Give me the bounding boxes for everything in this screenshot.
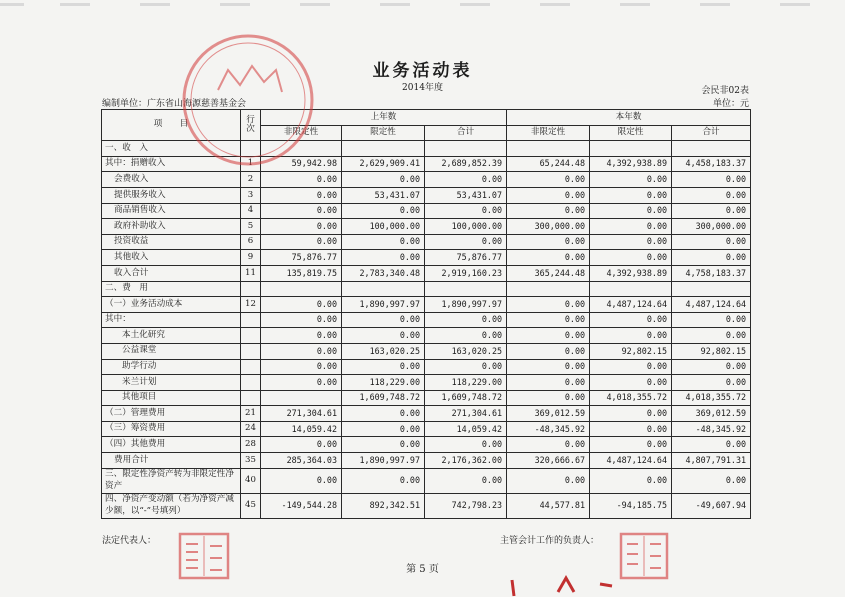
cell-p-res: 0.00 <box>342 406 425 422</box>
cell-c-res: 92,802.15 <box>590 343 672 359</box>
cell-c-res: 0.00 <box>590 437 672 453</box>
page-title: 业务活动表 <box>372 61 473 81</box>
cell-c-res: 4,487,124.64 <box>590 453 672 469</box>
cell-c-total: -48,345.92 <box>672 421 751 437</box>
cell-c-total: 0.00 <box>672 375 751 391</box>
row-line-no <box>241 390 261 406</box>
cell-c-unres: 0.00 <box>507 437 590 453</box>
table-row <box>102 437 751 453</box>
cell-p-res: 0.00 <box>342 312 425 328</box>
cell-c-total: 0.00 <box>672 328 751 344</box>
cell-c-total: 4,458,183.37 <box>672 156 751 172</box>
cell-p-res: 1,890,997.97 <box>342 453 425 469</box>
cell-c-res: 4,487,124.64 <box>590 297 672 313</box>
cell-p-res: 100,000.00 <box>342 219 425 235</box>
table-row <box>102 343 751 359</box>
cell-p-total <box>425 281 507 297</box>
cell-c-total: 4,807,791.31 <box>672 453 751 469</box>
scan-edge <box>0 0 845 10</box>
table-row <box>102 359 751 375</box>
cell-c-res: 0.00 <box>590 375 672 391</box>
activity-table <box>101 109 751 519</box>
cell-p-unres: 0.00 <box>261 328 342 344</box>
cell-c-res: 0.00 <box>590 421 672 437</box>
cell-c-total: 0.00 <box>672 234 751 250</box>
cell-c-unres: 0.00 <box>507 343 590 359</box>
cell-p-total: 163,020.25 <box>425 343 507 359</box>
cell-p-res: 0.00 <box>342 172 425 188</box>
cell-c-res: 0.00 <box>590 328 672 344</box>
cell-p-unres: 0.00 <box>261 312 342 328</box>
row-label: 提供服务收入 <box>102 187 241 203</box>
table-row <box>102 219 751 235</box>
cell-c-res: 0.00 <box>590 406 672 422</box>
cell-p-res: 53,431.07 <box>342 187 425 203</box>
cell-c-total: 0.00 <box>672 187 751 203</box>
row-label: （一）业务活动成本 <box>102 297 241 313</box>
cell-c-unres: 0.00 <box>507 297 590 313</box>
cell-c-total: 300,000.00 <box>672 219 751 235</box>
row-line-no <box>241 328 261 344</box>
cell-c-total: 0.00 <box>672 250 751 266</box>
cell-c-unres: -48,345.92 <box>507 421 590 437</box>
row-line-no: 11 <box>241 265 261 281</box>
row-line-no: 21 <box>241 406 261 422</box>
cell-c-res <box>590 281 672 297</box>
row-line-no: 9 <box>241 250 261 266</box>
table-row <box>102 203 751 219</box>
table-row <box>102 453 751 469</box>
table-row <box>102 468 751 493</box>
row-line-no: 24 <box>241 421 261 437</box>
cell-p-total: 118,229.00 <box>425 375 507 391</box>
cell-p-total: 2,176,362.00 <box>425 453 507 469</box>
row-label: 其中：捐赠收入 <box>102 156 241 172</box>
table-row <box>102 250 751 266</box>
cell-c-res: 0.00 <box>590 234 672 250</box>
cell-c-unres: 0.00 <box>507 172 590 188</box>
table-row <box>102 187 751 203</box>
row-line-no <box>241 141 261 157</box>
cell-p-unres: 0.00 <box>261 343 342 359</box>
row-line-no: 2 <box>241 172 261 188</box>
row-label: 费用合计 <box>102 453 241 469</box>
cell-c-total: 0.00 <box>672 203 751 219</box>
cell-c-unres: 0.00 <box>507 234 590 250</box>
currency-unit: 单位：元 <box>712 99 749 109</box>
cell-p-unres: 0.00 <box>261 219 342 235</box>
cell-p-unres: 285,364.03 <box>261 453 342 469</box>
row-line-no: 6 <box>241 234 261 250</box>
cell-c-total: 0.00 <box>672 172 751 188</box>
accountant-label: 主管会计工作的负责人： <box>500 536 600 546</box>
cell-c-unres: 0.00 <box>507 468 590 493</box>
row-line-no <box>241 281 261 297</box>
table-row <box>102 265 751 281</box>
cell-p-unres: 0.00 <box>261 203 342 219</box>
row-line-no: 40 <box>241 468 261 493</box>
cell-c-total: 0.00 <box>672 312 751 328</box>
cell-p-res: 1,890,997.97 <box>342 297 425 313</box>
cell-p-total: 0.00 <box>425 172 507 188</box>
row-label: （二）管理费用 <box>102 406 241 422</box>
table-row <box>102 281 751 297</box>
page-number: 第 5 页 <box>406 564 439 575</box>
cell-p-res <box>342 141 425 157</box>
cell-c-total: 0.00 <box>672 437 751 453</box>
cell-c-res: 0.00 <box>590 312 672 328</box>
row-line-no <box>241 343 261 359</box>
cell-c-unres: 0.00 <box>507 328 590 344</box>
cell-p-res: 0.00 <box>342 468 425 493</box>
cell-c-unres <box>507 281 590 297</box>
cell-p-res: 0.00 <box>342 328 425 344</box>
form-code: 会民非02表 <box>701 86 749 96</box>
cell-p-unres: 271,304.61 <box>261 406 342 422</box>
cell-c-unres: 0.00 <box>507 390 590 406</box>
header-prev-unrestricted: 非限定性 <box>261 125 342 141</box>
cell-c-total: 4,018,355.72 <box>672 390 751 406</box>
row-line-no: 3 <box>241 187 261 203</box>
cell-c-res: -94,185.75 <box>590 493 672 518</box>
cell-c-res: 0.00 <box>590 359 672 375</box>
cell-p-res: 0.00 <box>342 437 425 453</box>
table-row <box>102 172 751 188</box>
cell-p-total: 0.00 <box>425 312 507 328</box>
table-row <box>102 390 751 406</box>
cell-c-total: -49,607.94 <box>672 493 751 518</box>
cell-p-res: 0.00 <box>342 359 425 375</box>
header-item: 项 目 <box>102 110 241 141</box>
table-row <box>102 406 751 422</box>
cell-c-total <box>672 141 751 157</box>
cell-p-unres: 135,819.75 <box>261 265 342 281</box>
table-row <box>102 421 751 437</box>
cell-p-unres: 59,942.98 <box>261 156 342 172</box>
row-line-no <box>241 359 261 375</box>
cell-c-unres: 0.00 <box>507 359 590 375</box>
cell-c-unres: 0.00 <box>507 203 590 219</box>
row-label: 其他项目 <box>102 390 241 406</box>
cell-c-res <box>590 141 672 157</box>
cell-p-res: 1,609,748.72 <box>342 390 425 406</box>
row-line-no: 45 <box>241 493 261 518</box>
row-label: 会费收入 <box>102 172 241 188</box>
cell-p-total: 742,798.23 <box>425 493 507 518</box>
cell-c-unres: 0.00 <box>507 187 590 203</box>
header-line-no: 行次 <box>241 110 261 141</box>
cell-c-total: 4,758,183.37 <box>672 265 751 281</box>
row-label: 本土化研究 <box>102 328 241 344</box>
row-line-no: 4 <box>241 203 261 219</box>
cell-p-total: 0.00 <box>425 203 507 219</box>
row-line-no: 5 <box>241 219 261 235</box>
cell-c-total: 0.00 <box>672 359 751 375</box>
cell-p-unres: 0.00 <box>261 375 342 391</box>
table-row <box>102 493 751 518</box>
cell-p-unres: 0.00 <box>261 172 342 188</box>
cell-c-total: 92,802.15 <box>672 343 751 359</box>
row-line-no: 12 <box>241 297 261 313</box>
table-row <box>102 141 751 157</box>
cell-p-unres: 0.00 <box>261 234 342 250</box>
cell-p-total: 0.00 <box>425 468 507 493</box>
table-row <box>102 156 751 172</box>
cell-p-unres: 0.00 <box>261 297 342 313</box>
row-label: 商品销售收入 <box>102 203 241 219</box>
cell-c-res: 4,018,355.72 <box>590 390 672 406</box>
table-row <box>102 312 751 328</box>
cell-p-total: 2,919,160.23 <box>425 265 507 281</box>
cell-p-total: 271,304.61 <box>425 406 507 422</box>
cell-c-total: 4,487,124.64 <box>672 297 751 313</box>
header-prev-total: 合计 <box>425 125 507 141</box>
cell-p-total <box>425 141 507 157</box>
cell-p-res: 2,783,340.48 <box>342 265 425 281</box>
cell-p-total: 14,059.42 <box>425 421 507 437</box>
header-curr-year: 本年数 <box>507 110 751 126</box>
cell-p-res: 0.00 <box>342 250 425 266</box>
row-line-no <box>241 312 261 328</box>
cell-c-unres: 0.00 <box>507 375 590 391</box>
cell-p-res: 0.00 <box>342 203 425 219</box>
cell-c-unres: 0.00 <box>507 250 590 266</box>
row-label: 政府补助收入 <box>102 219 241 235</box>
row-line-no: 28 <box>241 437 261 453</box>
row-label: 三、限定性净资产转为非限定性净资产 <box>102 468 241 493</box>
row-label: 助学行动 <box>102 359 241 375</box>
row-label: （四）其他费用 <box>102 437 241 453</box>
scan-marks <box>0 570 845 597</box>
cell-p-unres: 0.00 <box>261 468 342 493</box>
cell-p-total: 53,431.07 <box>425 187 507 203</box>
cell-p-res: 0.00 <box>342 234 425 250</box>
cell-c-total <box>672 281 751 297</box>
row-line-no: 1 <box>241 156 261 172</box>
table-row <box>102 375 751 391</box>
cell-p-total: 0.00 <box>425 359 507 375</box>
cell-p-res: 892,342.51 <box>342 493 425 518</box>
header-prev-year: 上年数 <box>261 110 507 126</box>
cell-c-unres: 44,577.81 <box>507 493 590 518</box>
table-row <box>102 297 751 313</box>
cell-p-unres <box>261 141 342 157</box>
cell-p-total: 75,876.77 <box>425 250 507 266</box>
row-line-no: 35 <box>241 453 261 469</box>
cell-c-unres: 320,666.67 <box>507 453 590 469</box>
legal-representative-label: 法定代表人： <box>102 536 157 546</box>
cell-c-res: 0.00 <box>590 203 672 219</box>
row-label: 公益课堂 <box>102 343 241 359</box>
cell-c-unres <box>507 141 590 157</box>
row-label: （三）筹资费用 <box>102 421 241 437</box>
row-line-no <box>241 375 261 391</box>
cell-p-total: 1,890,997.97 <box>425 297 507 313</box>
cell-p-total: 1,609,748.72 <box>425 390 507 406</box>
table-row <box>102 234 751 250</box>
cell-p-total: 0.00 <box>425 234 507 250</box>
cell-c-res: 0.00 <box>590 219 672 235</box>
cell-p-total: 0.00 <box>425 328 507 344</box>
cell-c-unres: 369,012.59 <box>507 406 590 422</box>
cell-p-unres <box>261 390 342 406</box>
cell-c-res: 0.00 <box>590 468 672 493</box>
cell-c-total: 0.00 <box>672 468 751 493</box>
table-header-row-1 <box>102 110 751 126</box>
cell-p-res: 163,020.25 <box>342 343 425 359</box>
row-label: 其他收入 <box>102 250 241 266</box>
cell-p-unres <box>261 281 342 297</box>
row-label: 其中： <box>102 312 241 328</box>
cell-c-unres: 300,000.00 <box>507 219 590 235</box>
cell-p-total: 2,689,852.39 <box>425 156 507 172</box>
cell-c-total: 369,012.59 <box>672 406 751 422</box>
header-prev-restricted: 限定性 <box>342 125 425 141</box>
cell-c-res: 0.00 <box>590 250 672 266</box>
header-curr-restricted: 限定性 <box>590 125 672 141</box>
row-label: 一、收 入 <box>102 141 241 157</box>
cell-p-res: 2,629,909.41 <box>342 156 425 172</box>
row-label: 二、费 用 <box>102 281 241 297</box>
cell-c-unres: 365,244.48 <box>507 265 590 281</box>
cell-c-res: 0.00 <box>590 187 672 203</box>
organization-name: 编制单位：广东省山海源慈善基金会 <box>102 99 247 109</box>
cell-c-unres: 0.00 <box>507 312 590 328</box>
cell-c-res: 0.00 <box>590 172 672 188</box>
header-curr-total: 合计 <box>672 125 751 141</box>
table-row <box>102 328 751 344</box>
row-label: 米兰计划 <box>102 375 241 391</box>
cell-p-unres: 75,876.77 <box>261 250 342 266</box>
row-label: 收入合计 <box>102 265 241 281</box>
cell-c-res: 4,392,938.89 <box>590 265 672 281</box>
cell-p-unres: -149,544.28 <box>261 493 342 518</box>
cell-p-total: 100,000.00 <box>425 219 507 235</box>
row-label: 投资收益 <box>102 234 241 250</box>
cell-p-unres: 0.00 <box>261 437 342 453</box>
cell-c-res: 4,392,938.89 <box>590 156 672 172</box>
cell-p-unres: 0.00 <box>261 359 342 375</box>
cell-p-total: 0.00 <box>425 437 507 453</box>
cell-p-unres: 0.00 <box>261 187 342 203</box>
header-curr-unrestricted: 非限定性 <box>507 125 590 141</box>
cell-p-unres: 14,059.42 <box>261 421 342 437</box>
cell-p-res: 0.00 <box>342 421 425 437</box>
report-year: 2014年度 <box>402 83 443 93</box>
cell-p-res <box>342 281 425 297</box>
cell-c-unres: 65,244.48 <box>507 156 590 172</box>
cell-p-res: 118,229.00 <box>342 375 425 391</box>
row-label: 四、净资产变动额（若为净资产减少额，以“-”号填列） <box>102 493 241 518</box>
